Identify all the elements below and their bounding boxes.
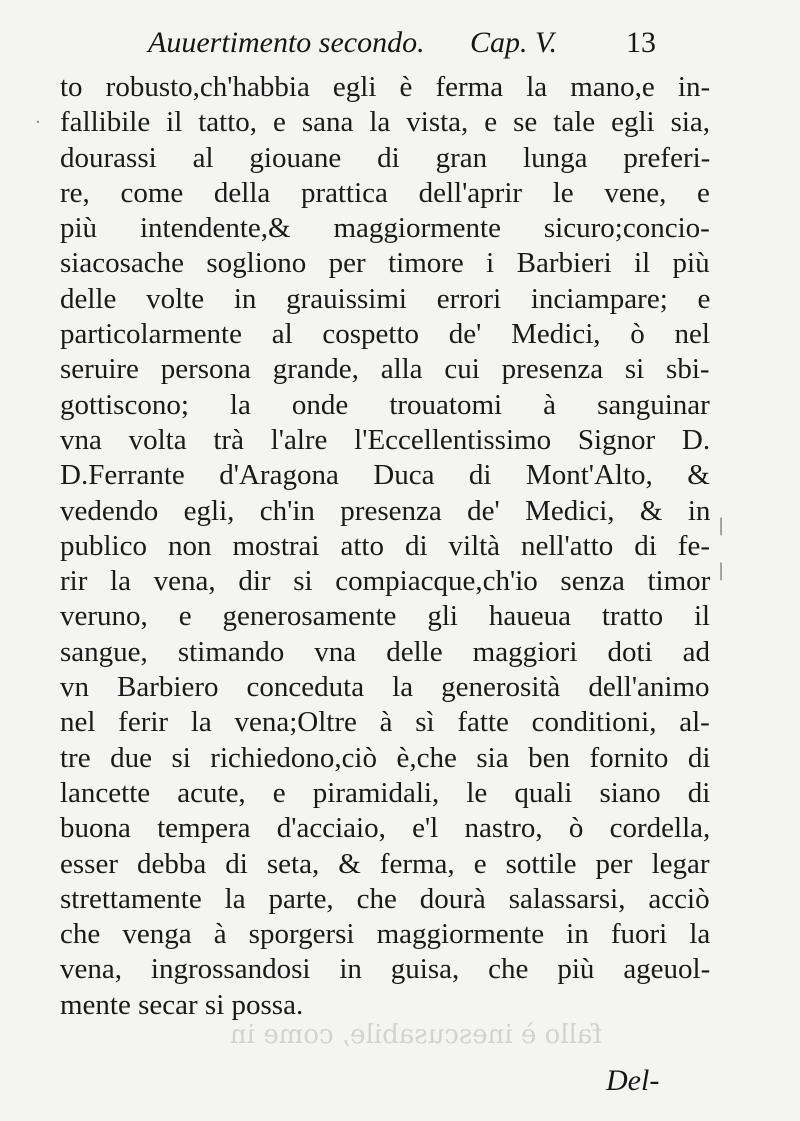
text-line: vena, ingrossandosi in guisa, che più ageuol- [60, 953, 711, 986]
text-line: rir la vena, dir si compiacque,ch'io senza timor [60, 565, 711, 598]
margin-tick: | [718, 515, 725, 536]
text-line: delle volte in grauissimi errori inciampare; e [60, 282, 711, 315]
catchword: Del- [606, 1064, 660, 1097]
margin-tick: | [718, 560, 725, 581]
text-line: siacosache sogliono per timore i Barbieri il più [60, 247, 710, 280]
running-header [148, 26, 668, 66]
text-line: veruno, e generosamente gli haueua tratto il [60, 600, 711, 633]
text-line: strettamente la parte, che dourà salassarsi, acciò [60, 882, 710, 915]
text-line: D.Ferrante d'Aragona Duca di Mont'Alto, & [60, 459, 710, 492]
text-line: lancette acute, e piramidali, le quali siano di [60, 776, 711, 809]
text-line: vedendo egli, ch'in presenza de' Medici, & in [60, 494, 711, 527]
body-text [60, 70, 710, 1023]
text-line: publico non mostrai atto di viltà nell'atto di fe- [60, 529, 710, 562]
text-line: più intendente,& maggiormente sicuro;concio- [60, 212, 710, 245]
text-line: fallibile il tatto, e sana la vista, e se tale egli sia, [60, 106, 711, 139]
margin-dot: · [35, 112, 41, 133]
text-line: particolarmente al cospetto de' Medici, ò nel [60, 318, 710, 351]
text-line: vna volta trà l'alre l'Eccellentissimo Signor D. [60, 423, 711, 456]
text-line: vn Barbiero conceduta la generosità dell'animo [60, 671, 710, 704]
text-line: nel ferir la vena;Oltre à sì fatte conditioni, al- [60, 706, 710, 739]
chapter-label: Cap. V. [470, 26, 557, 59]
text-line: to robusto,ch'habbia egli è ferma la mano,e in- [60, 71, 711, 103]
text-line: che venga à sporgersi maggiormente in fuori la [60, 918, 711, 951]
text-line: tre due si richiedono,ciò è,che sia ben fornito di [60, 741, 711, 774]
page-number: 13 [626, 26, 656, 59]
running-title: Auuertimento secondo. [148, 26, 425, 59]
text-line: re, come della prattica dell'aprir le vene, e [60, 176, 710, 209]
text-line: esser debba di seta, & ferma, e sottile per legar [60, 847, 710, 880]
text-line: sangue, stimando vna delle maggiori doti ad [60, 635, 711, 668]
text-line: dourassi al giouane di gran lunga preferi- [60, 141, 711, 174]
text-line: seruire persona grande, alla cui presenza si sbi- [60, 353, 710, 386]
text-line: gottiscono; la onde trouatomi à sanguinar [60, 388, 710, 421]
text-line: buona tempera d'acciaio, e'l nastro, ò cordella, [60, 812, 711, 845]
text-line: mente secar si possa. [60, 988, 304, 1021]
show-through-text: fallo è inescusabile, come in [230, 1020, 603, 1050]
